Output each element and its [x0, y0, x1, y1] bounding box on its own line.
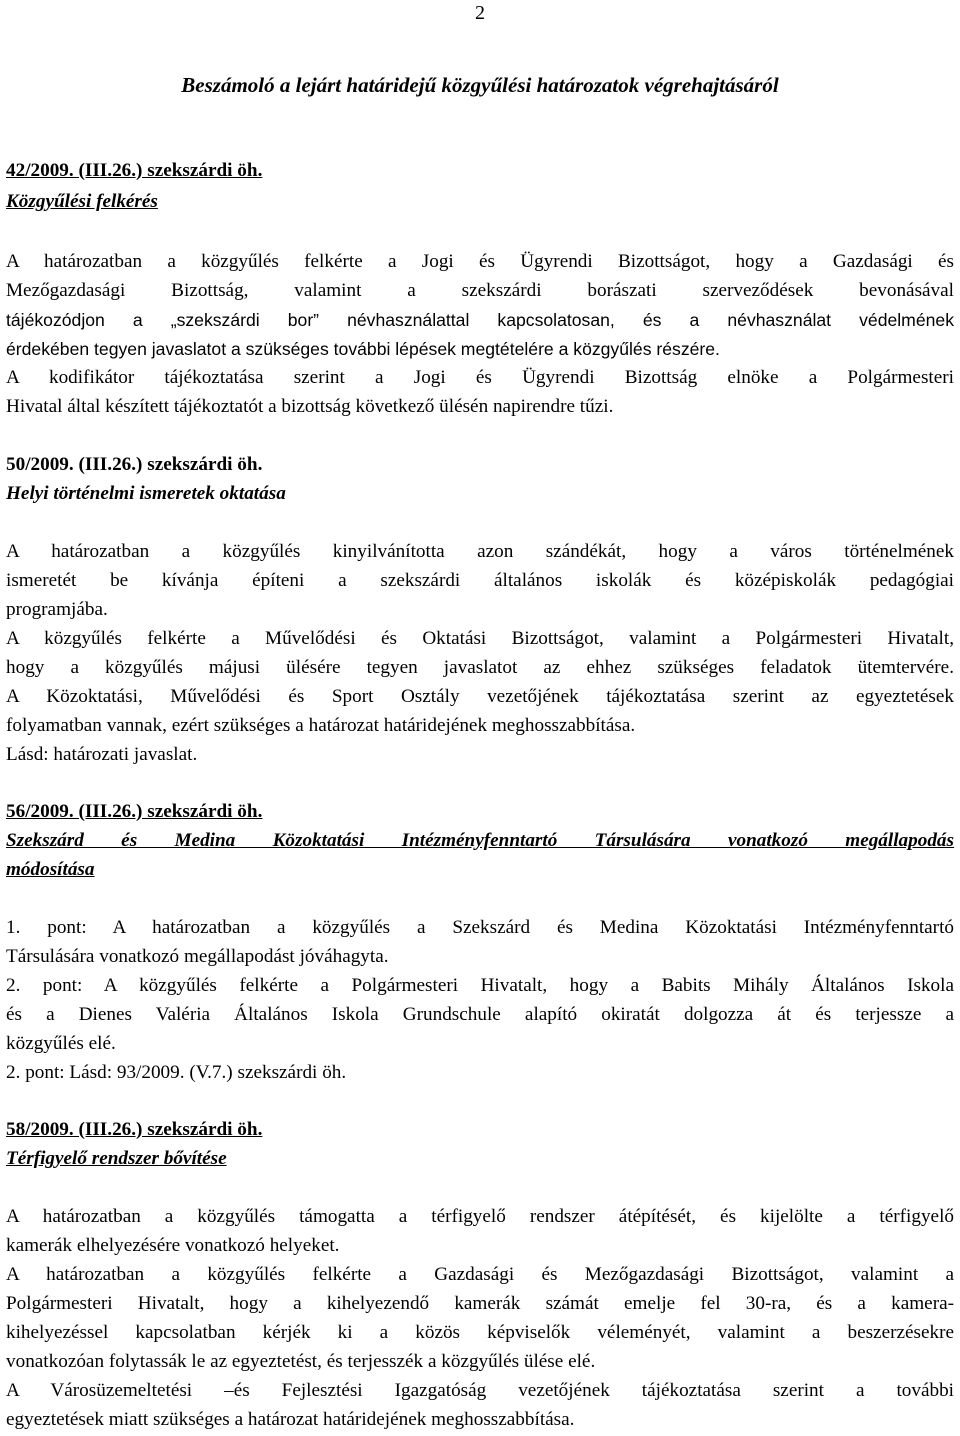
paragraph-line: A közgyűlés felkérte a Művelődési és Oktatási Bizottságot, valamint a Polgármesteri Hivatalt, [6, 628, 954, 649]
resolution-ref-50: 50/2009. (III.26.) szekszárdi öh. [6, 454, 263, 475]
paragraph-line: A Városüzemeltetési –és Fejlesztési Igazgatóság vezetőjének tájékoztatása szerint a további [6, 1380, 954, 1401]
paragraph-line: 2. pont: A közgyűlés felkérte a Polgármesteri Hivatalt, hogy a Babits Mihály Általános Iskola [6, 975, 954, 996]
paragraph-line: A kodifikátor tájékoztatása szerint a Jogi és Ügyrendi Bizottság elnöke a Polgármesteri [6, 367, 954, 388]
paragraph-line: kihelyezéssel kapcsolatban kérjék ki a közös képviselők véleményét, valamint a beszerzésekre [6, 1322, 954, 1343]
paragraph-line: hogy a közgyűlés májusi ülésére tegyen javaslatot az ehhez szükséges feladatok ütemtervére. [6, 657, 954, 678]
paragraph-line: vonatkozóan folytassák le az egyeztetést, és terjesszék a közgyűlés ülése elé. [6, 1351, 596, 1372]
paragraph-line: Társulására vonatkozó megállapodást jóváhagyta. [6, 946, 389, 967]
paragraph-line: Polgármesteri Hivatalt, hogy a kihelyezendő kamerák számát emelje fel 30-ra, és a kamera- [6, 1293, 954, 1314]
paragraph-line: Mezőgazdasági Bizottság, valamint a szekszárdi borászati szerveződések bevonásával [6, 280, 954, 301]
resolution-ref-42: 42/2009. (III.26.) szekszárdi öh. [6, 160, 263, 181]
page-number: 2 [475, 2, 485, 24]
paragraph-line: 2. pont: Lásd: 93/2009. (V.7.) szekszárdi öh. [6, 1062, 347, 1083]
paragraph-line: A határozatban a közgyűlés felkérte a Jogi és Ügyrendi Bizottságot, hogy a Gazdasági és [6, 251, 954, 272]
resolution-ref-56: 56/2009. (III.26.) szekszárdi öh. [6, 801, 263, 822]
paragraph-line: közgyűlés elé. [6, 1033, 116, 1054]
paragraph-line: Hivatal által készített tájékoztatót a bizottság következő ülésén napirendre tűzi. [6, 396, 614, 417]
document-title: Beszámoló a lejárt határidejű közgyűlési határozatok végrehajtásáról [181, 73, 779, 97]
paragraph-line: érdekében tegyen javaslatot a szükséges további lépések megtételére a közgyűlés részére. [6, 339, 720, 359]
paragraph-line: tájékozódjon a „szekszárdi bor” névhasználattal kapcsolatosan, és a névhasználat védelmének [6, 310, 954, 330]
paragraph-line: programjába. [6, 599, 108, 620]
paragraph-line: A határozatban a közgyűlés támogatta a térfigyelő rendszer átépítését, és kijelölte a térfigyelő [6, 1206, 954, 1227]
section-heading-42: Közgyűlési felkérés [6, 191, 158, 212]
section-heading-56: Szekszárd és Medina Közoktatási Intézményfenntartó Társulására vonatkozó megállapodás [6, 830, 954, 851]
paragraph-line: ismeretét be kívánja építeni a szekszárdi általános iskolák és középiskolák pedagógiai [6, 570, 954, 591]
paragraph-line: 1. pont: A határozatban a közgyűlés a Szekszárd és Medina Közoktatási Intézményfenntartó [6, 917, 954, 938]
resolution-ref-58: 58/2009. (III.26.) szekszárdi öh. [6, 1119, 263, 1140]
paragraph-line: A határozatban a közgyűlés kinyilvánította azon szándékát, hogy a város történelmének [6, 541, 954, 562]
paragraph-line: kamerák elhelyezésére vonatkozó helyeket. [6, 1235, 340, 1256]
paragraph-line: és a Dienes Valéria Általános Iskola Grundschule alapító okiratát dolgozza át és terjessze a [6, 1004, 954, 1025]
paragraph-line: folyamatban vannak, ezért szükséges a határozat határidejének meghosszabbítása. [6, 715, 636, 736]
section-heading-56-cont: módosítása [6, 859, 95, 880]
paragraph-line: A Közoktatási, Művelődési és Sport Osztály vezetőjének tájékoztatása szerint az egyeztetések [6, 686, 954, 707]
paragraph-line: A határozatban a közgyűlés felkérte a Gazdasági és Mezőgazdasági Bizottságot, valamint a [6, 1264, 954, 1285]
paragraph-line: Lásd: határozati javaslat. [6, 744, 198, 765]
paragraph-line: egyeztetések miatt szükséges a határozat határidejének meghosszabbítása. [6, 1409, 575, 1430]
section-heading-58: Térfigyelő rendszer bővítése [6, 1148, 227, 1169]
section-heading-50: Helyi történelmi ismeretek oktatása [6, 483, 286, 504]
